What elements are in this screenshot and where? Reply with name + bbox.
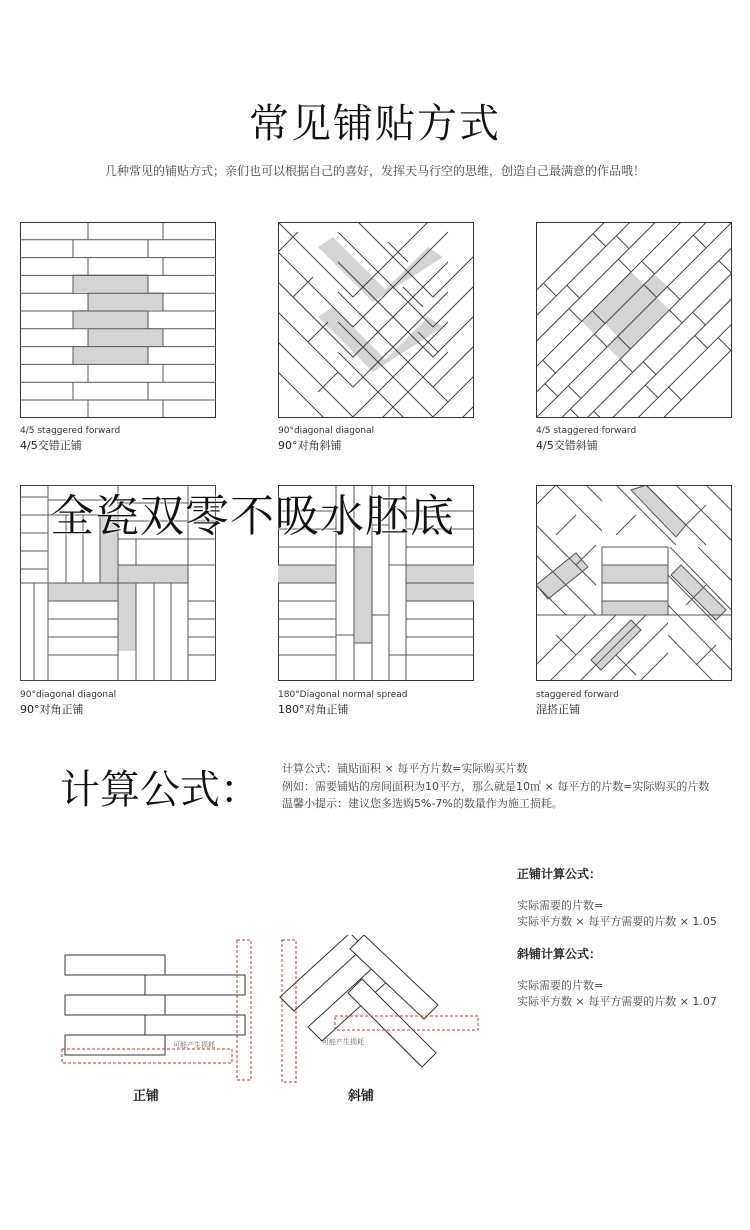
straight-formula-line-1: 实际需要的片数= (517, 899, 604, 912)
calc-line-2: 例如：需要铺贴的房间面积为10平方，那么就是10㎡ × 每平方的片数=实际购买的片数 (282, 780, 710, 793)
pattern-3-en: 4/5 staggered forward (536, 426, 637, 436)
straight-loss-label: 可能产生损耗 (173, 1041, 215, 1049)
pattern-2-zh: 90°对角斜铺 (278, 439, 342, 452)
pattern-staggered-straight (20, 222, 216, 418)
diagonal-formula-line-2: 实际平方数 × 每平方需要的片数 × 1.07 (517, 995, 717, 1008)
page-title: 常见铺贴方式 (249, 101, 501, 147)
calc-line-3: 温馨小提示：建议您多选购5%-7%的数量作为施工损耗。 (282, 797, 563, 810)
pattern-1-en: 4/5 staggered forward (20, 426, 121, 436)
pattern-6-zh: 混搭正铺 (536, 703, 580, 716)
straight-formula-line-2: 实际平方数 × 每平方需要的片数 × 1.05 (517, 915, 717, 928)
pattern-staggered-diagonal (536, 222, 732, 418)
pattern-4-zh: 90°对角正铺 (20, 703, 84, 716)
diagonal-formula-line-1: 实际需要的片数= (517, 979, 604, 992)
pattern-4-en: 90°diagonal diagonal (20, 690, 117, 700)
pattern-6-en: staggered forward (536, 690, 619, 700)
pattern-1-zh: 4/5交错正铺 (20, 439, 82, 452)
page-subtitle: 几种常见的铺贴方式；亲们也可以根据自己的喜好，发挥天马行空的思维，创造自己最满意的作品哦！ (104, 164, 645, 178)
pattern-3-zh: 4/5交错斜铺 (536, 439, 598, 452)
pattern-mixed-straight (536, 485, 732, 681)
pattern-herringbone-diagonal (278, 222, 474, 418)
calc-heading: 计算公式： (60, 767, 260, 813)
straight-layout-diagram (55, 935, 265, 1085)
pattern-2-en: 90°diagonal diagonal (278, 426, 375, 436)
diagonal-formula-heading: 斜铺计算公式： (517, 947, 602, 961)
calc-line-1: 计算公式：铺贴面积 × 每平方片数=实际购买片数 (282, 762, 528, 775)
watermark-text: 全瓷双零不吸水胚底 (50, 491, 455, 542)
straight-label: 正铺 (133, 1089, 160, 1104)
straight-formula-heading: 正铺计算公式： (517, 867, 602, 881)
pattern-5-zh: 180°对角正铺 (278, 703, 349, 716)
diagonal-layout-diagram (278, 935, 483, 1085)
diagonal-loss-label: 可能产生损耗 (322, 1038, 364, 1046)
diagonal-label: 斜铺 (348, 1089, 375, 1104)
pattern-5-en: 180°Diagonal normal spread (278, 690, 408, 700)
